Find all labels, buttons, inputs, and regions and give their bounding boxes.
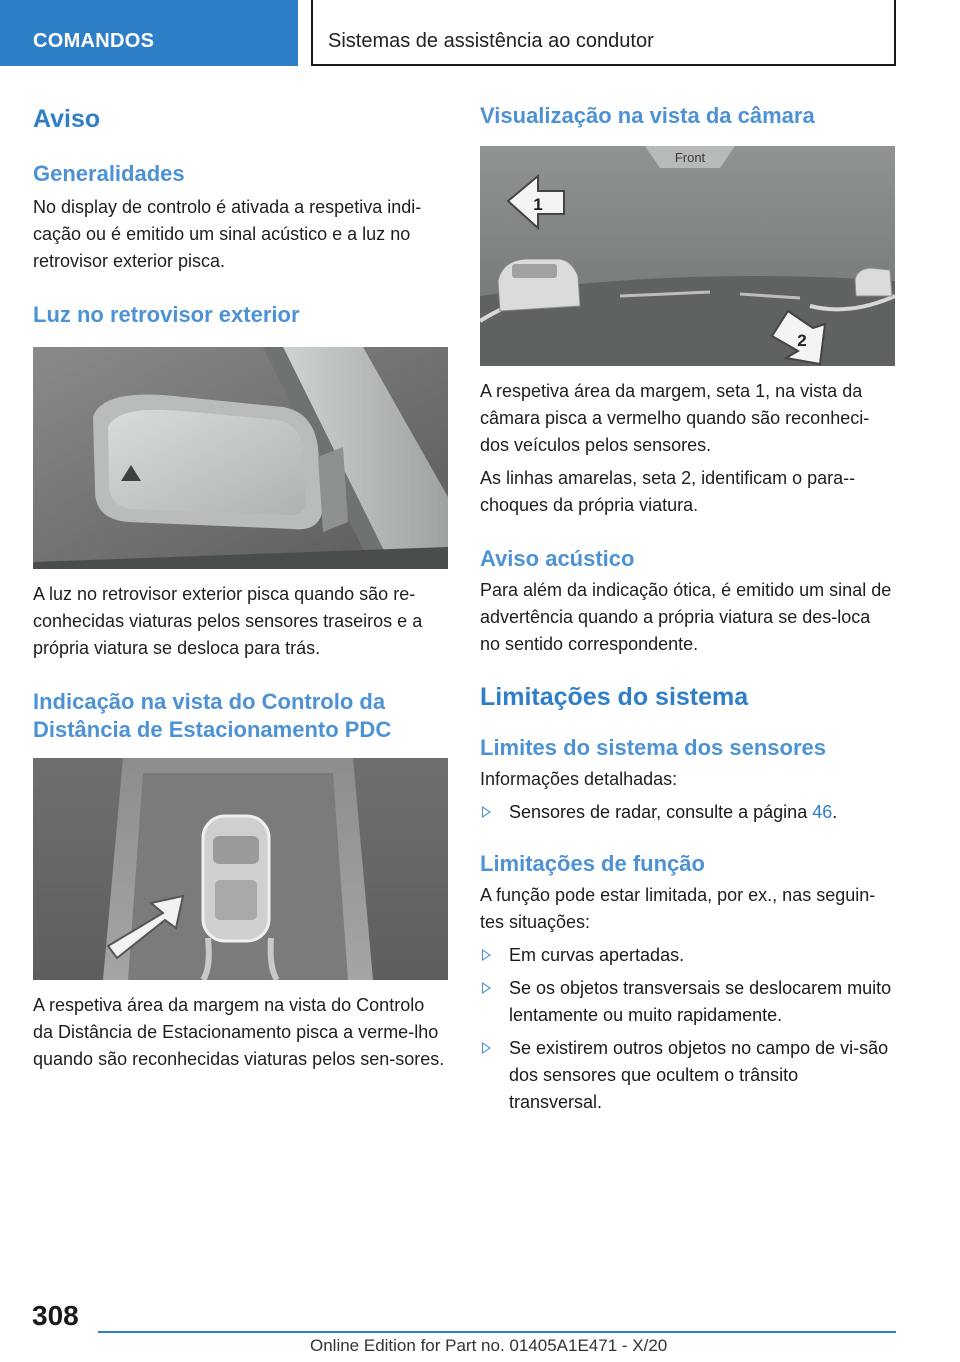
pdc-image: [33, 758, 448, 980]
bullet-triangle-icon: [482, 949, 491, 961]
page-number: 308: [32, 1300, 79, 1331]
camera-illustration: [480, 146, 895, 366]
luz-text: A luz no retrovisor exterior pisca quando são re-conhecidas viaturas pelos sensores traseiros e a própria viatura se desloca para trás.: [33, 584, 423, 658]
list-item: [480, 799, 895, 826]
camera-image: [480, 146, 895, 366]
bullet-triangle-icon: [482, 982, 491, 994]
bullet-triangle-icon: [482, 1042, 491, 1054]
limites-list: [480, 799, 895, 826]
funcao-list: [480, 942, 895, 1116]
car-left-icon: [498, 259, 580, 311]
bullet-text: Se existirem outros objetos no campo de vi-são dos sensores que ocultem o trânsito transversal.: [509, 1038, 889, 1112]
car-right-icon: [855, 268, 892, 296]
bullet-end: .: [832, 802, 838, 822]
arrow-2-label: 2: [797, 331, 807, 350]
aviso-heading: Aviso: [33, 105, 101, 133]
bullet-text: Se os objetos transversais se deslocarem muito lentamente ou muito rapidamente.: [509, 978, 892, 1025]
chapter-header: [311, 0, 896, 66]
bullet-text: Sensores de radar, consulte a página: [509, 802, 813, 822]
pdc-text: A respetiva área da margem na vista do Controlo da Distância de Estacionamento pisca a verme-lho quando são reconhecidas viaturas pelos sen-sores.: [33, 995, 445, 1069]
mirror-image: [33, 347, 448, 569]
aviso-acustico-text: Para além da indicação ótica, é emitido um sinal de advertência quando a própria viatura se des-loca no sentido correspondente.: [480, 580, 892, 654]
mirror-illustration: [33, 347, 448, 569]
limitacoes-heading: Limitações do sistema: [480, 683, 749, 711]
generalidades-text: No display de controlo é ativada a respetiva indi-cação ou é emitido um sinal acústico e a luz no retrovisor exterior pisca.: [33, 197, 422, 271]
camera-heading: Visualização na vista da câmara: [480, 103, 815, 128]
funcao-intro: A função pode estar limitada, por ex., nas seguin-tes situações:: [480, 885, 876, 932]
generalidades-heading: Generalidades: [33, 161, 185, 186]
limites-heading: Limites do sistema dos sensores: [480, 735, 827, 760]
section-label: COMANDOS: [33, 30, 155, 52]
camera-text-1: A respetiva área da margem, seta 1, na vista da câmara pisca a vermelho quando são reconheci-dos veículos pelos sensores.: [480, 381, 870, 455]
footer-divider: [98, 1331, 896, 1333]
list-item: [480, 975, 895, 1029]
pdc-heading: Indicação na vista do Controlo da Distância de Estacionamento PDC: [33, 689, 392, 742]
bullet-triangle-icon: [482, 806, 491, 818]
luz-heading: Luz no retrovisor exterior: [33, 302, 300, 327]
list-item: [480, 942, 895, 969]
right-column: [480, 100, 895, 1116]
left-column: [33, 100, 448, 1073]
page-link[interactable]: 46: [812, 802, 833, 822]
aviso-acustico-heading: Aviso acústico: [480, 546, 635, 571]
camera-text-2: As linhas amarelas, seta 2, identificam o para--choques da própria viatura.: [480, 468, 856, 515]
arrow-1-label: 1: [533, 195, 543, 214]
list-item: [480, 1035, 895, 1116]
funcao-heading: Limitações de função: [480, 851, 705, 876]
limites-intro: Informações detalhadas:: [480, 769, 678, 789]
section-tab: [0, 0, 298, 66]
pdc-illustration: [33, 758, 448, 980]
footer-edition: Online Edition for Part no. 01405A1E471 - X/20: [310, 1336, 668, 1355]
bullet-text: Em curvas apertadas.: [509, 945, 685, 965]
chapter-title: Sistemas de assistência ao condutor: [328, 30, 654, 52]
front-label: Front: [674, 150, 706, 165]
